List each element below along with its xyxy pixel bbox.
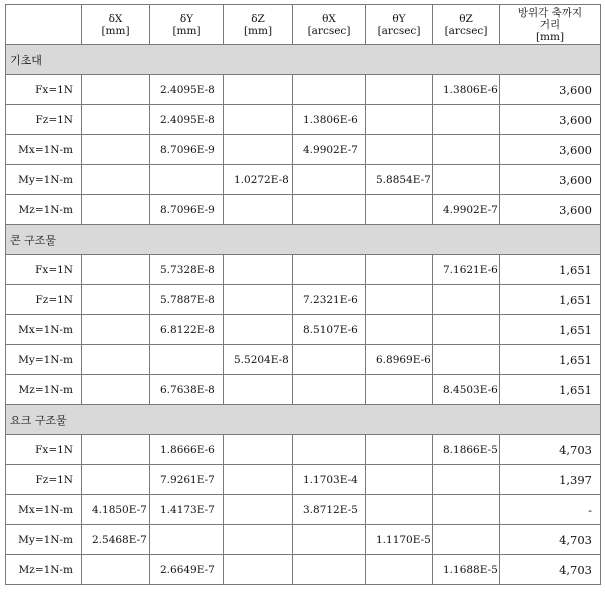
tz-value-cell xyxy=(433,135,500,165)
header-row xyxy=(6,5,601,45)
dz-value-cell xyxy=(224,285,293,315)
tz-value-cell xyxy=(433,105,500,135)
ty-value-cell: 5.8854E-7 xyxy=(366,165,433,195)
distance-value-cell: 4,703 xyxy=(500,525,601,555)
ty-value-cell xyxy=(366,105,433,135)
tz-value-cell xyxy=(433,465,500,495)
header-dx-unit: [mm] xyxy=(101,24,130,37)
dy-value-cell: 8.7096E-9 xyxy=(150,195,224,225)
results-table-body xyxy=(6,45,601,585)
dz-value-cell: 1.0272E-8 xyxy=(224,165,293,195)
tz-value-cell xyxy=(433,315,500,345)
tz-value-cell: 8.1866E-5 xyxy=(433,435,500,465)
load-case-cell: My=1N-m xyxy=(6,345,82,375)
ty-value-cell: 6.8969E-6 xyxy=(366,345,433,375)
tx-value-cell: 7.2321E-6 xyxy=(293,285,366,315)
ty-value-cell xyxy=(366,465,433,495)
dy-value-cell xyxy=(150,165,224,195)
dz-value-cell xyxy=(224,105,293,135)
tz-value-cell: 1.3806E-6 xyxy=(433,75,500,105)
dz-value-cell xyxy=(224,255,293,285)
dx-value-cell xyxy=(82,465,150,495)
dz-value-cell xyxy=(224,135,293,165)
results-table-wrapper xyxy=(5,4,600,585)
dx-value-cell xyxy=(82,285,150,315)
ty-value-cell: 1.1170E-5 xyxy=(366,525,433,555)
ty-value-cell xyxy=(366,375,433,405)
dy-value-cell xyxy=(150,345,224,375)
load-case-cell: Fz=1N xyxy=(6,105,82,135)
header-dz xyxy=(224,5,293,45)
tz-value-cell xyxy=(433,345,500,375)
header-tx-unit: [arcsec] xyxy=(307,24,351,37)
header-dist-label: 방위각 축까지 xyxy=(517,6,583,19)
dx-value-cell xyxy=(82,375,150,405)
section-row xyxy=(6,225,601,255)
ty-value-cell xyxy=(366,285,433,315)
section-row xyxy=(6,405,601,435)
header-ty-unit: [arcsec] xyxy=(377,24,421,37)
header-tz xyxy=(433,5,500,45)
header-dz-unit: [mm] xyxy=(243,24,273,37)
ty-value-cell xyxy=(366,315,433,345)
distance-value-cell: 3,600 xyxy=(500,195,601,225)
tz-value-cell xyxy=(433,285,500,315)
load-case-cell: My=1N-m xyxy=(6,525,82,555)
header-empty-cell xyxy=(6,5,82,45)
table-row xyxy=(6,75,601,105)
tx-value-cell xyxy=(293,255,366,285)
dy-value-cell: 5.7328E-8 xyxy=(150,255,224,285)
dy-value-cell xyxy=(150,525,224,555)
tx-value-cell: 1.1703E-4 xyxy=(293,465,366,495)
tx-value-cell: 3.8712E-5 xyxy=(293,495,366,525)
distance-value-cell: 3,600 xyxy=(500,75,601,105)
dz-value-cell xyxy=(224,495,293,525)
header-tx xyxy=(293,5,366,45)
header-dx-label: δX xyxy=(108,12,123,25)
dx-value-cell xyxy=(82,435,150,465)
header-ty xyxy=(366,5,433,45)
dx-value-cell xyxy=(82,195,150,225)
load-case-cell: Mz=1N-m xyxy=(6,375,82,405)
dx-value-cell xyxy=(82,75,150,105)
load-case-cell: Mx=1N-m xyxy=(6,315,82,345)
tz-value-cell xyxy=(433,495,500,525)
ty-value-cell xyxy=(366,75,433,105)
distance-value-cell: 1,651 xyxy=(500,285,601,315)
header-dx xyxy=(82,5,150,45)
header-dy-unit: [mm] xyxy=(172,24,201,37)
dy-value-cell: 1.4173E-7 xyxy=(150,495,224,525)
distance-value-cell: - xyxy=(500,495,601,525)
table-row xyxy=(6,345,601,375)
table-row xyxy=(6,105,601,135)
distance-value-cell: 3,600 xyxy=(500,135,601,165)
table-row xyxy=(6,525,601,555)
tx-value-cell xyxy=(293,165,366,195)
tz-value-cell: 7.1621E-6 xyxy=(433,255,500,285)
dx-value-cell xyxy=(82,255,150,285)
distance-value-cell: 1,651 xyxy=(500,375,601,405)
header-tz-unit: [arcsec] xyxy=(444,24,488,37)
section-title: 기초대 xyxy=(6,45,601,75)
dy-value-cell: 2.6649E-7 xyxy=(150,555,224,585)
distance-value-cell: 1,397 xyxy=(500,465,601,495)
dx-value-cell xyxy=(82,135,150,165)
tx-value-cell: 1.3806E-6 xyxy=(293,105,366,135)
distance-value-cell: 1,651 xyxy=(500,345,601,375)
dy-value-cell: 7.9261E-7 xyxy=(150,465,224,495)
tz-value-cell xyxy=(433,165,500,195)
dy-value-cell: 1.8666E-6 xyxy=(150,435,224,465)
tx-value-cell xyxy=(293,435,366,465)
distance-value-cell: 3,600 xyxy=(500,165,601,195)
distance-value-cell: 4,703 xyxy=(500,555,601,585)
table-row xyxy=(6,495,601,525)
tx-value-cell xyxy=(293,375,366,405)
dy-value-cell: 2.4095E-8 xyxy=(150,105,224,135)
load-case-cell: Fx=1N xyxy=(6,75,82,105)
table-row xyxy=(6,555,601,585)
ty-value-cell xyxy=(366,135,433,165)
ty-value-cell xyxy=(366,555,433,585)
tx-value-cell xyxy=(293,195,366,225)
load-case-cell: Mz=1N-m xyxy=(6,555,82,585)
load-case-cell: Mx=1N-m xyxy=(6,135,82,165)
results-table xyxy=(5,4,601,585)
table-row xyxy=(6,435,601,465)
load-case-cell: Fx=1N xyxy=(6,255,82,285)
dx-value-cell xyxy=(82,105,150,135)
dy-value-cell: 6.7638E-8 xyxy=(150,375,224,405)
dz-value-cell xyxy=(224,555,293,585)
section-title: 요크 구조물 xyxy=(6,405,601,435)
ty-value-cell xyxy=(366,435,433,465)
distance-value-cell: 1,651 xyxy=(500,255,601,285)
header-dist-label-2: 거리 xyxy=(539,18,561,31)
distance-value-cell: 4,703 xyxy=(500,435,601,465)
dy-value-cell: 5.7887E-8 xyxy=(150,285,224,315)
ty-value-cell xyxy=(366,495,433,525)
dx-value-cell xyxy=(82,315,150,345)
table-row xyxy=(6,195,601,225)
tx-value-cell xyxy=(293,345,366,375)
load-case-cell: Mx=1N-m xyxy=(6,495,82,525)
header-dy-label: δY xyxy=(179,12,194,25)
dy-value-cell: 8.7096E-9 xyxy=(150,135,224,165)
tz-value-cell: 4.9902E-7 xyxy=(433,195,500,225)
table-row xyxy=(6,165,601,195)
dz-value-cell: 5.5204E-8 xyxy=(224,345,293,375)
tx-value-cell xyxy=(293,555,366,585)
dx-value-cell: 4.1850E-7 xyxy=(82,495,150,525)
dz-value-cell xyxy=(224,525,293,555)
tz-value-cell: 8.4503E-6 xyxy=(433,375,500,405)
table-row xyxy=(6,285,601,315)
ty-value-cell xyxy=(366,255,433,285)
header-tx-label: θX xyxy=(322,12,336,25)
dz-value-cell xyxy=(224,465,293,495)
ty-value-cell xyxy=(366,195,433,225)
section-title: 콘 구조물 xyxy=(6,225,601,255)
header-dy xyxy=(150,5,224,45)
tz-value-cell: 1.1688E-5 xyxy=(433,555,500,585)
dz-value-cell xyxy=(224,195,293,225)
dx-value-cell xyxy=(82,345,150,375)
dz-value-cell xyxy=(224,75,293,105)
tx-value-cell xyxy=(293,75,366,105)
tx-value-cell: 8.5107E-6 xyxy=(293,315,366,345)
distance-value-cell: 3,600 xyxy=(500,105,601,135)
tz-value-cell xyxy=(433,525,500,555)
dy-value-cell: 2.4095E-8 xyxy=(150,75,224,105)
load-case-cell: Fx=1N xyxy=(6,435,82,465)
load-case-cell: My=1N-m xyxy=(6,165,82,195)
dx-value-cell: 2.5468E-7 xyxy=(82,525,150,555)
dx-value-cell xyxy=(82,165,150,195)
load-case-cell: Fz=1N xyxy=(6,465,82,495)
header-dist xyxy=(500,5,601,45)
table-row xyxy=(6,375,601,405)
dy-value-cell: 6.8122E-8 xyxy=(150,315,224,345)
header-ty-label: θY xyxy=(392,12,406,25)
dz-value-cell xyxy=(224,375,293,405)
table-row xyxy=(6,315,601,345)
tx-value-cell: 4.9902E-7 xyxy=(293,135,366,165)
dz-value-cell xyxy=(224,435,293,465)
distance-value-cell: 1,651 xyxy=(500,315,601,345)
table-row xyxy=(6,135,601,165)
header-dist-unit: [mm] xyxy=(535,30,565,43)
dx-value-cell xyxy=(82,555,150,585)
header-dz-label: δZ xyxy=(251,12,265,25)
load-case-cell: Fz=1N xyxy=(6,285,82,315)
dz-value-cell xyxy=(224,315,293,345)
header-tz-label: θZ xyxy=(459,12,473,25)
tx-value-cell xyxy=(293,525,366,555)
table-row xyxy=(6,255,601,285)
load-case-cell: Mz=1N-m xyxy=(6,195,82,225)
table-row xyxy=(6,465,601,495)
section-row xyxy=(6,45,601,75)
